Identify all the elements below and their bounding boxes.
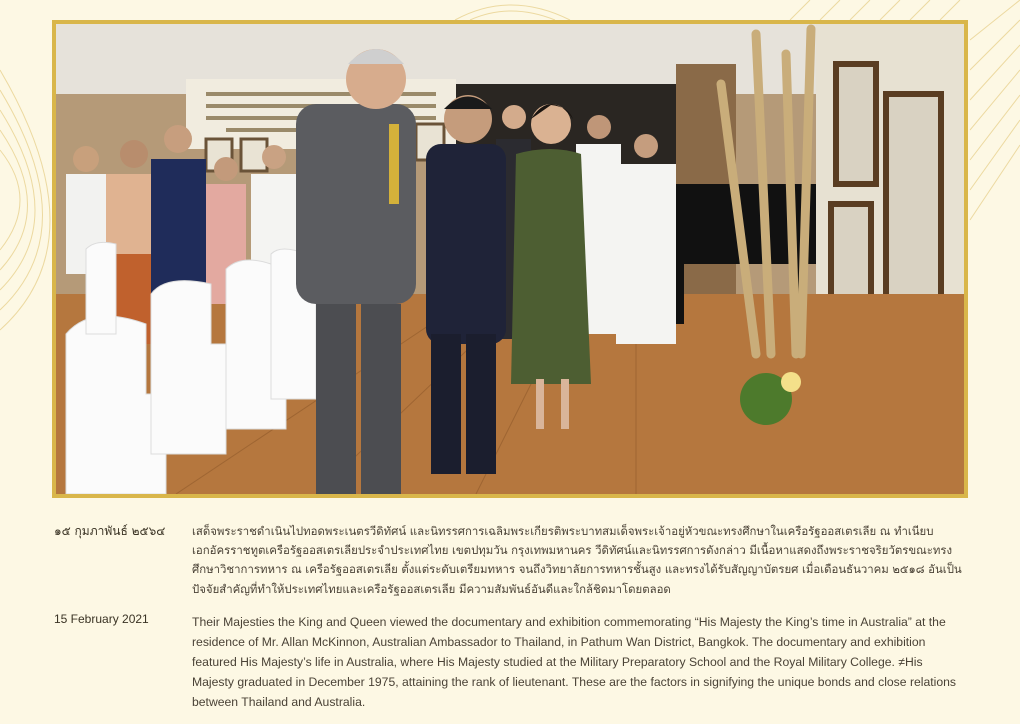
photograph-image-icon bbox=[56, 24, 964, 494]
english-date: 15 February 2021 bbox=[54, 612, 149, 626]
english-description: Their Majesties the King and Queen viewed the documentary and exhibition commemorating “His Majesty the King’s time in Australia” at the residence of Mr. Allan McKinnon, Australian Ambassador to Thailand, in Pathum Wan District, Bangkok. The documentary and exhibition featured His Majesty’s life in Australia, where His Majesty studied at the Military Preparatory School and the Royal Military College. ≠His Majesty graduated in December 1975, attaining the rank of lieutenant. These are the factors in signifying the unique bonds and close relations between Thailand and Australia. bbox=[192, 615, 957, 709]
event-photograph bbox=[52, 20, 968, 498]
thai-description: เสด็จพระราชดำเนินไปทอดพระเนตรวีดิทัศน์ และนิทรรศการเฉลิมพระเกียรติพระบาทสมเด็จพระเจ้าอยู่หัวขณะทรงศึกษาในเครือรัฐออสเตรเลีย ณ ทำเนียบเอกอัครราชทูตเครือรัฐออสเตรเลียประจำประเทศไทย เขตปทุมวัน กรุงเทพมหานคร วีดิทัศน์และนิทรรศการดังกล่าว มีเนื้อหาแสดงถึงพระราชจริยวัตรขณะทรงศึกษาวิชาการทหาร ณ เครือรัฐออสเตรเลีย ตั้งแต่ระดับเตรียมทหาร จนถึงวิทยาลัยการทหารชั้นสูง และทรงได้รับสัญญาบัตรยศ เมื่อเดือนธันวาคม ๒๕๑๘ อันเป็นปัจจัยสำคัญที่ทำให้ประเทศไทยและเครือรัฐออสเตรเลีย มีความสัมพันธ์อันดีและใกล้ชิดมาโดยตลอด bbox=[192, 524, 962, 596]
thai-date: ๑๕ กุมภาพันธ์ ๒๕๖๔ bbox=[54, 524, 166, 538]
